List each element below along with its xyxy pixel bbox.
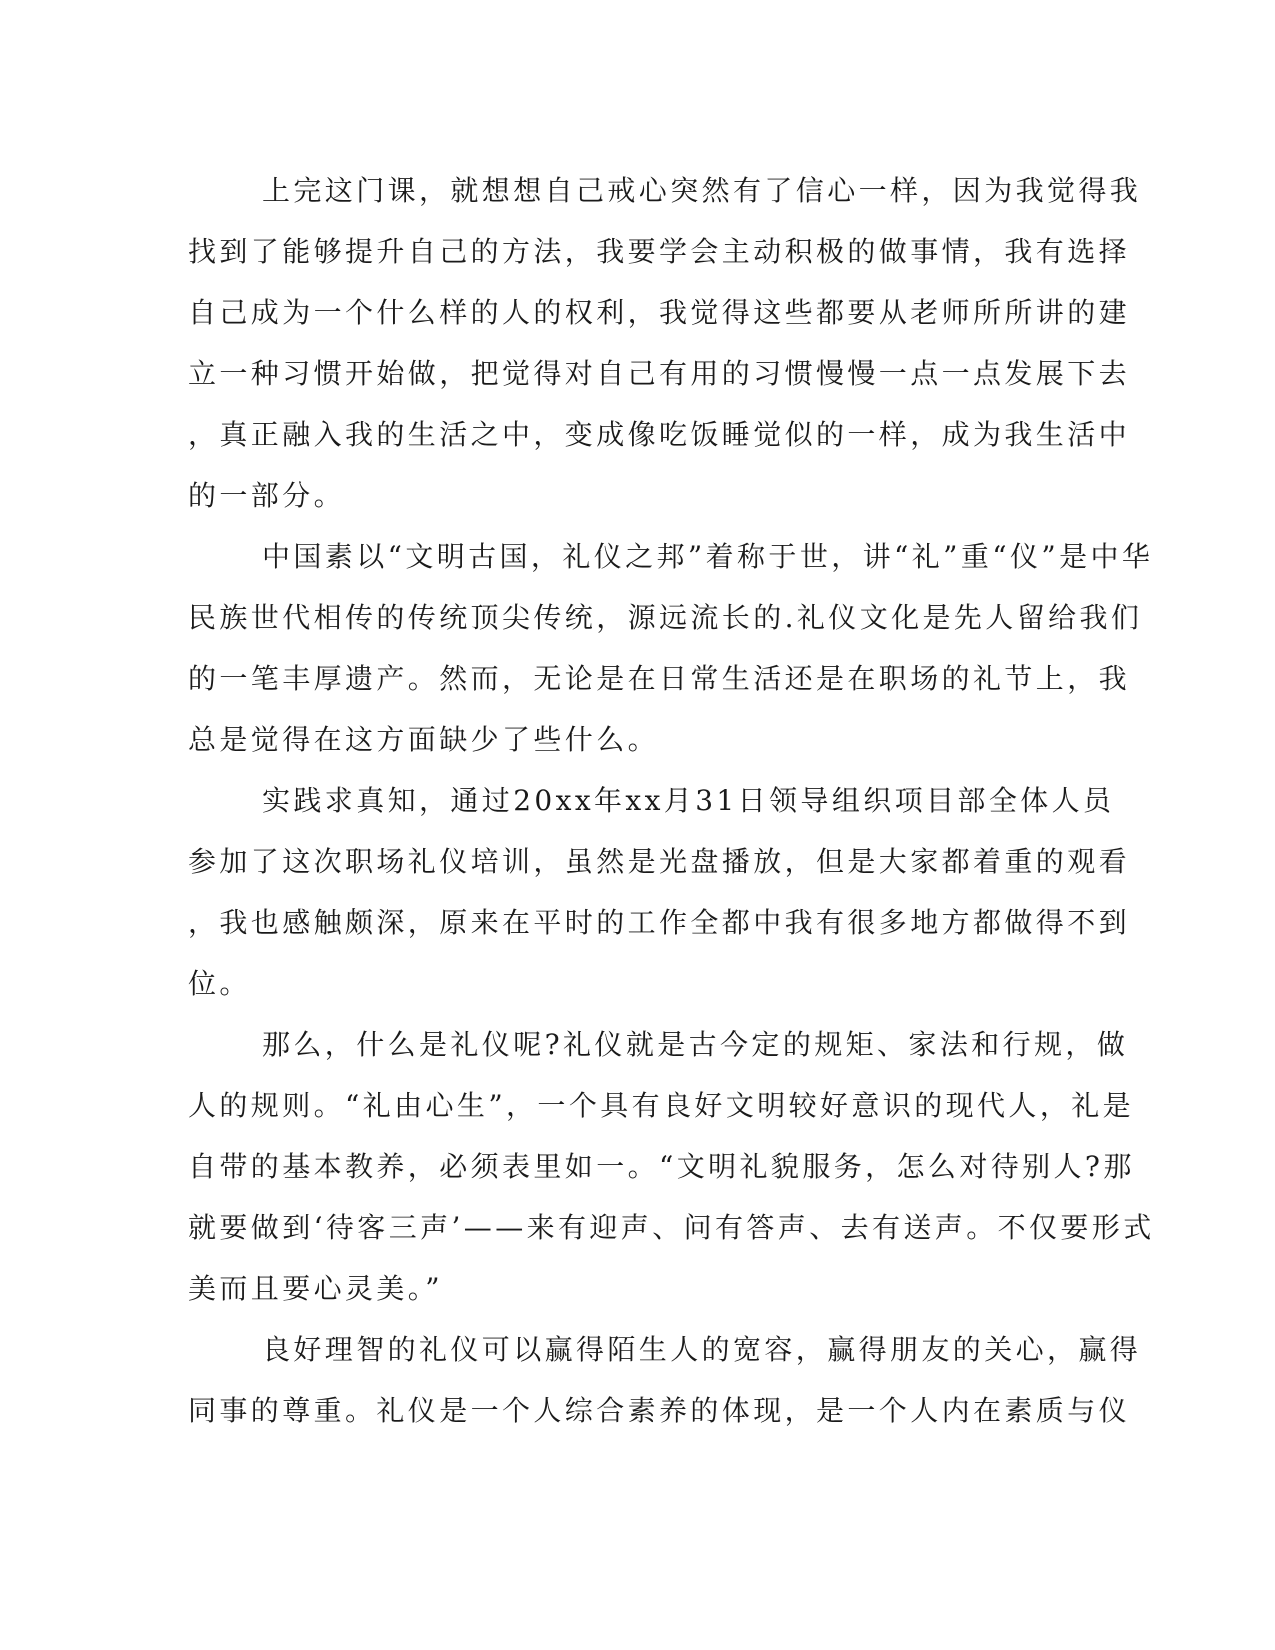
text-line: 那么，什么是礼仪呢?礼仪就是古今定的规矩、家法和行规，做 [262,1028,1129,1061]
text-line: 良好理智的礼仪可以赢得陌生人的宽容，赢得朋友的关心，赢得 [262,1333,1142,1366]
text-line: ，真正融入我的生活之中，变成像吃饭睡觉似的一样，成为我生活中 [188,418,1131,451]
text-line: 自己成为一个什么样的人的权利，我觉得这些都要从老师所所讲的建 [188,296,1131,329]
text-line: 人的规则。“礼由心生”，一个具有良好文明较好意识的现代人，礼是 [188,1089,1135,1122]
paragraph-5 [188,1319,1142,1441]
text-line: 自带的基本教养，必须表里如一。“文明礼貌服务，怎么对待别人?那 [188,1150,1135,1183]
text-line: 参加了这次职场礼仪培训，虽然是光盘播放，但是大家都着重的观看 [188,845,1131,878]
text-line: 找到了能够提升自己的方法，我要学会主动积极的做事情，我有选择 [188,235,1131,268]
text-line: 上完这门课，就想想自己戒心突然有了信心一样，因为我觉得我 [262,174,1142,207]
text-line: 实践求真知，通过20xx年xx月31日领导组织项目部全体人员 [262,784,1115,817]
paragraph-1 [188,160,1142,526]
text-line: 立一种习惯开始做，把觉得对自己有用的习惯慢慢一点一点发展下去 [188,357,1131,390]
text-line: 的一笔丰厚遗产。然而，无论是在日常生活还是在职场的礼节上，我 [188,662,1131,695]
text-line: 位。 [188,967,251,1000]
text-line: 的一部分。 [188,479,346,512]
text-line: 民族世代相传的传统顶尖传统，源远流长的.礼仪文化是先人留给我们 [188,601,1143,634]
document-body [188,160,1155,1441]
text-line: 总是觉得在这方面缺少了些什么。 [188,723,660,756]
text-line: 同事的尊重。礼仪是一个人综合素养的体现，是一个人内在素质与仪 [188,1394,1131,1427]
text-line: 中国素以“文明古国，礼仪之邦”着称于世，讲“礼”重“仪”是中华 [262,540,1154,573]
text-line: ，我也感触颇深，原来在平时的工作全都中我有很多地方都做得不到 [188,906,1131,939]
paragraph-4 [188,1014,1155,1319]
paragraph-3 [188,770,1131,1014]
paragraph-2 [188,526,1154,770]
text-line: 就要做到‘待客三声’——来有迎声、问有答声、去有送声。不仅要形式 [188,1211,1155,1244]
text-line: 美而且要心灵美。” [188,1272,443,1305]
